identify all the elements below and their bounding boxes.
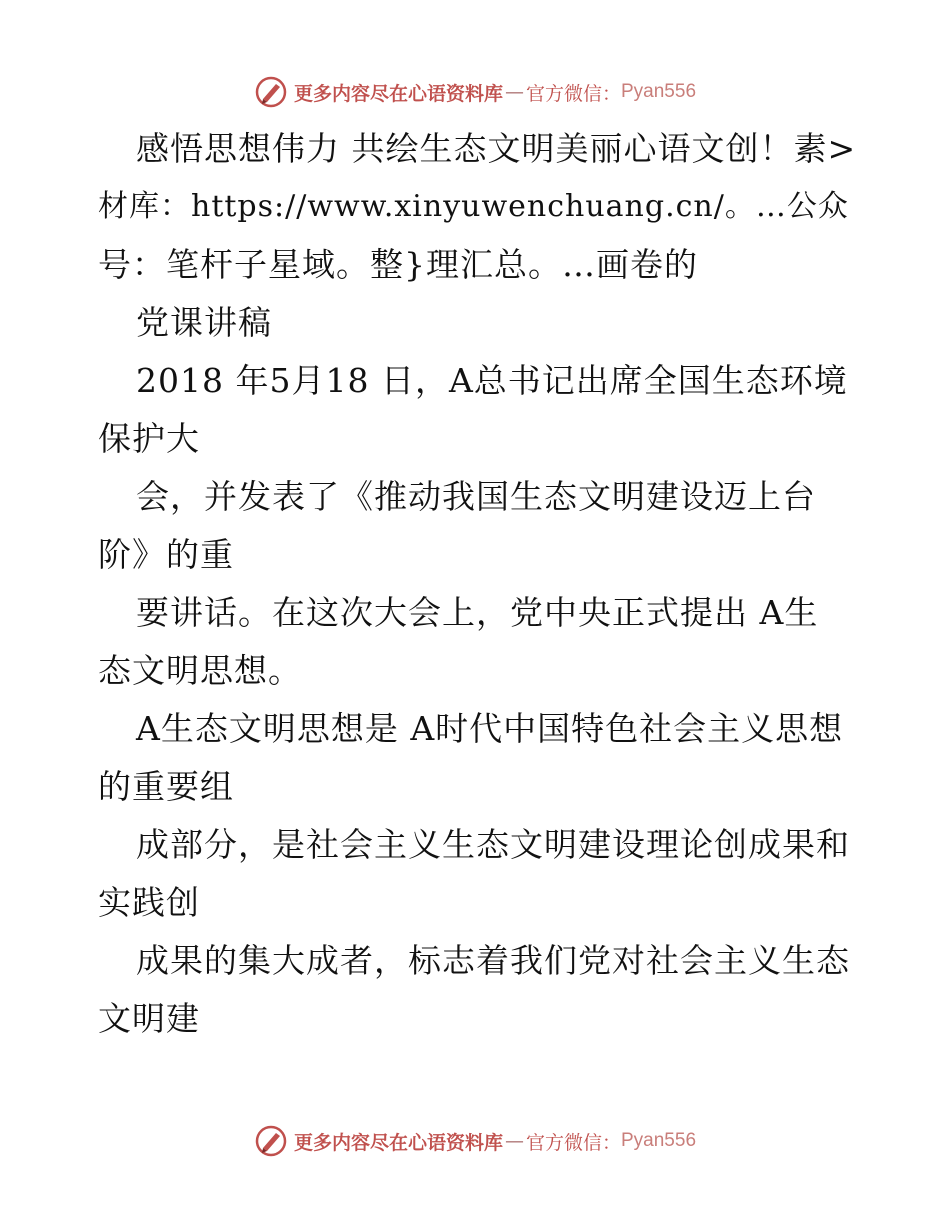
text-line: A生态文明思想是 A时代中国特色社会主义思想 (136, 709, 844, 748)
text-line: 态文明思想。 (98, 651, 302, 690)
watermark-tail: 官方微信： (525, 82, 621, 105)
watermark-title: 更多内容尽在心语资料库 (293, 82, 503, 105)
pen-logo-icon (254, 75, 288, 109)
text-line: 会，并发表了《推动我国生态文明建设迈上台 (136, 477, 816, 516)
text-line: 阶》的重 (98, 535, 234, 574)
watermark-separator: — (504, 1130, 524, 1152)
watermark-account: Pyan556 (621, 81, 697, 102)
watermark-separator: — (504, 81, 524, 103)
watermark-title: 更多内容尽在心语资料库 (293, 1131, 503, 1154)
text-line: 成部分，是社会主义生态文明建设理论创成果和 (136, 825, 850, 864)
text-line: 号：笔杆子星域。整}理汇总。…画卷的 (98, 245, 698, 284)
header-watermark (0, 72, 950, 112)
document-body (98, 120, 858, 1048)
footer-watermark (0, 1121, 950, 1161)
text-line: 党课讲稿 (136, 303, 272, 342)
text-line: 感悟思想伟力 共绘生态文明美丽心语文创！素> (136, 129, 857, 168)
pen-logo-icon (254, 1124, 288, 1158)
watermark-tail: 官方微信： (525, 1131, 621, 1154)
text-line: 要讲话。在这次大会上，党中央正式提出 A生 (136, 593, 819, 632)
text-line: 保护大 (98, 419, 200, 458)
text-line: 2018 年5月18 日，A总书记出席全国生态环境 (136, 361, 848, 400)
text-line: 的重要组 (98, 767, 234, 806)
text-line: 实践创 (98, 883, 200, 922)
text-line: 材库：https://www.xinyuwenchuang.cn/。…公众 (98, 189, 849, 224)
watermark-account: Pyan556 (621, 1130, 697, 1151)
text-line: 成果的集大成者，标志着我们党对社会主义生态 (136, 941, 850, 980)
text-line: 文明建 (98, 999, 200, 1038)
